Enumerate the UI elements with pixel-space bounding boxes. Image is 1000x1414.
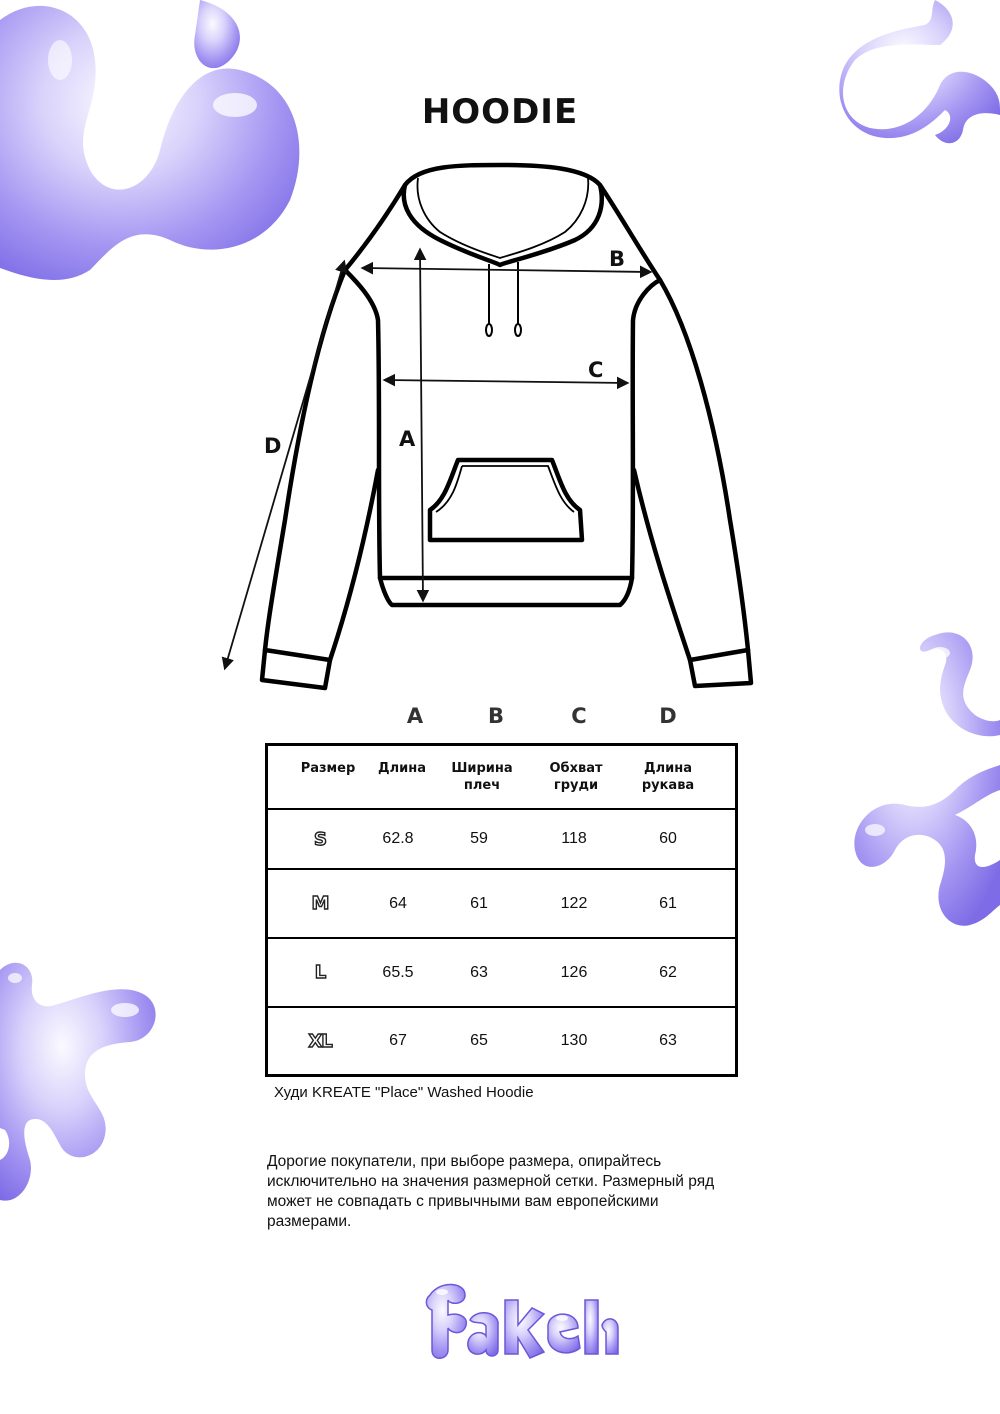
size-m-badge: M: [311, 893, 329, 914]
label-b: B: [609, 247, 626, 271]
header-sleeve: Длина рукава: [641, 761, 695, 793]
label-a: A: [399, 427, 416, 451]
column-letter-b: B: [487, 704, 504, 728]
page-title: HOODIE: [421, 92, 579, 132]
table-row: L 65.5 63 126 62: [268, 939, 735, 1008]
body-outline: [345, 270, 660, 578]
table-row: XL 67 65 130 63: [268, 1008, 735, 1074]
blob-left-decoration: [0, 950, 160, 1210]
product-caption: Худи KREATE "Place" Washed Hoodie: [274, 1084, 534, 1101]
column-letter-d: D: [659, 704, 677, 728]
kangaroo-pocket: [430, 460, 582, 540]
size-l-badge: L: [314, 962, 326, 983]
column-letter-a: A: [406, 704, 424, 728]
header-shoulder: Ширина плеч: [451, 761, 513, 793]
measure-b-arrow: [363, 268, 650, 272]
brand-logo-icon: [420, 1270, 620, 1370]
hem-band: [380, 578, 632, 605]
table-row: S 62.8 59 118 60: [268, 810, 735, 870]
label-c: C: [588, 358, 604, 382]
label-d: D: [264, 434, 282, 458]
size-s-badge: S: [314, 828, 326, 850]
header-size: Размер: [300, 761, 356, 776]
measure-a-arrow: [420, 250, 423, 600]
size-xl-badge: XL: [308, 1030, 332, 1052]
table-row: M 64 61 122 61: [268, 870, 735, 939]
header-length: Длина: [378, 761, 426, 776]
column-letter-c: C: [571, 704, 587, 728]
size-table: [265, 743, 738, 1077]
size-note: Дорогие покупатели, при выборе размера, опирайтесь исключительно на значения размерной сетки. Размерный ряд может не совпадать с привычными вам европейскими размерами.: [267, 1153, 715, 1230]
left-sleeve: [265, 270, 378, 660]
header-chest: Обхват груди: [549, 761, 603, 793]
right-sleeve: [634, 280, 748, 660]
measure-d-arrow: [225, 262, 344, 668]
table-header-row: [268, 746, 735, 810]
